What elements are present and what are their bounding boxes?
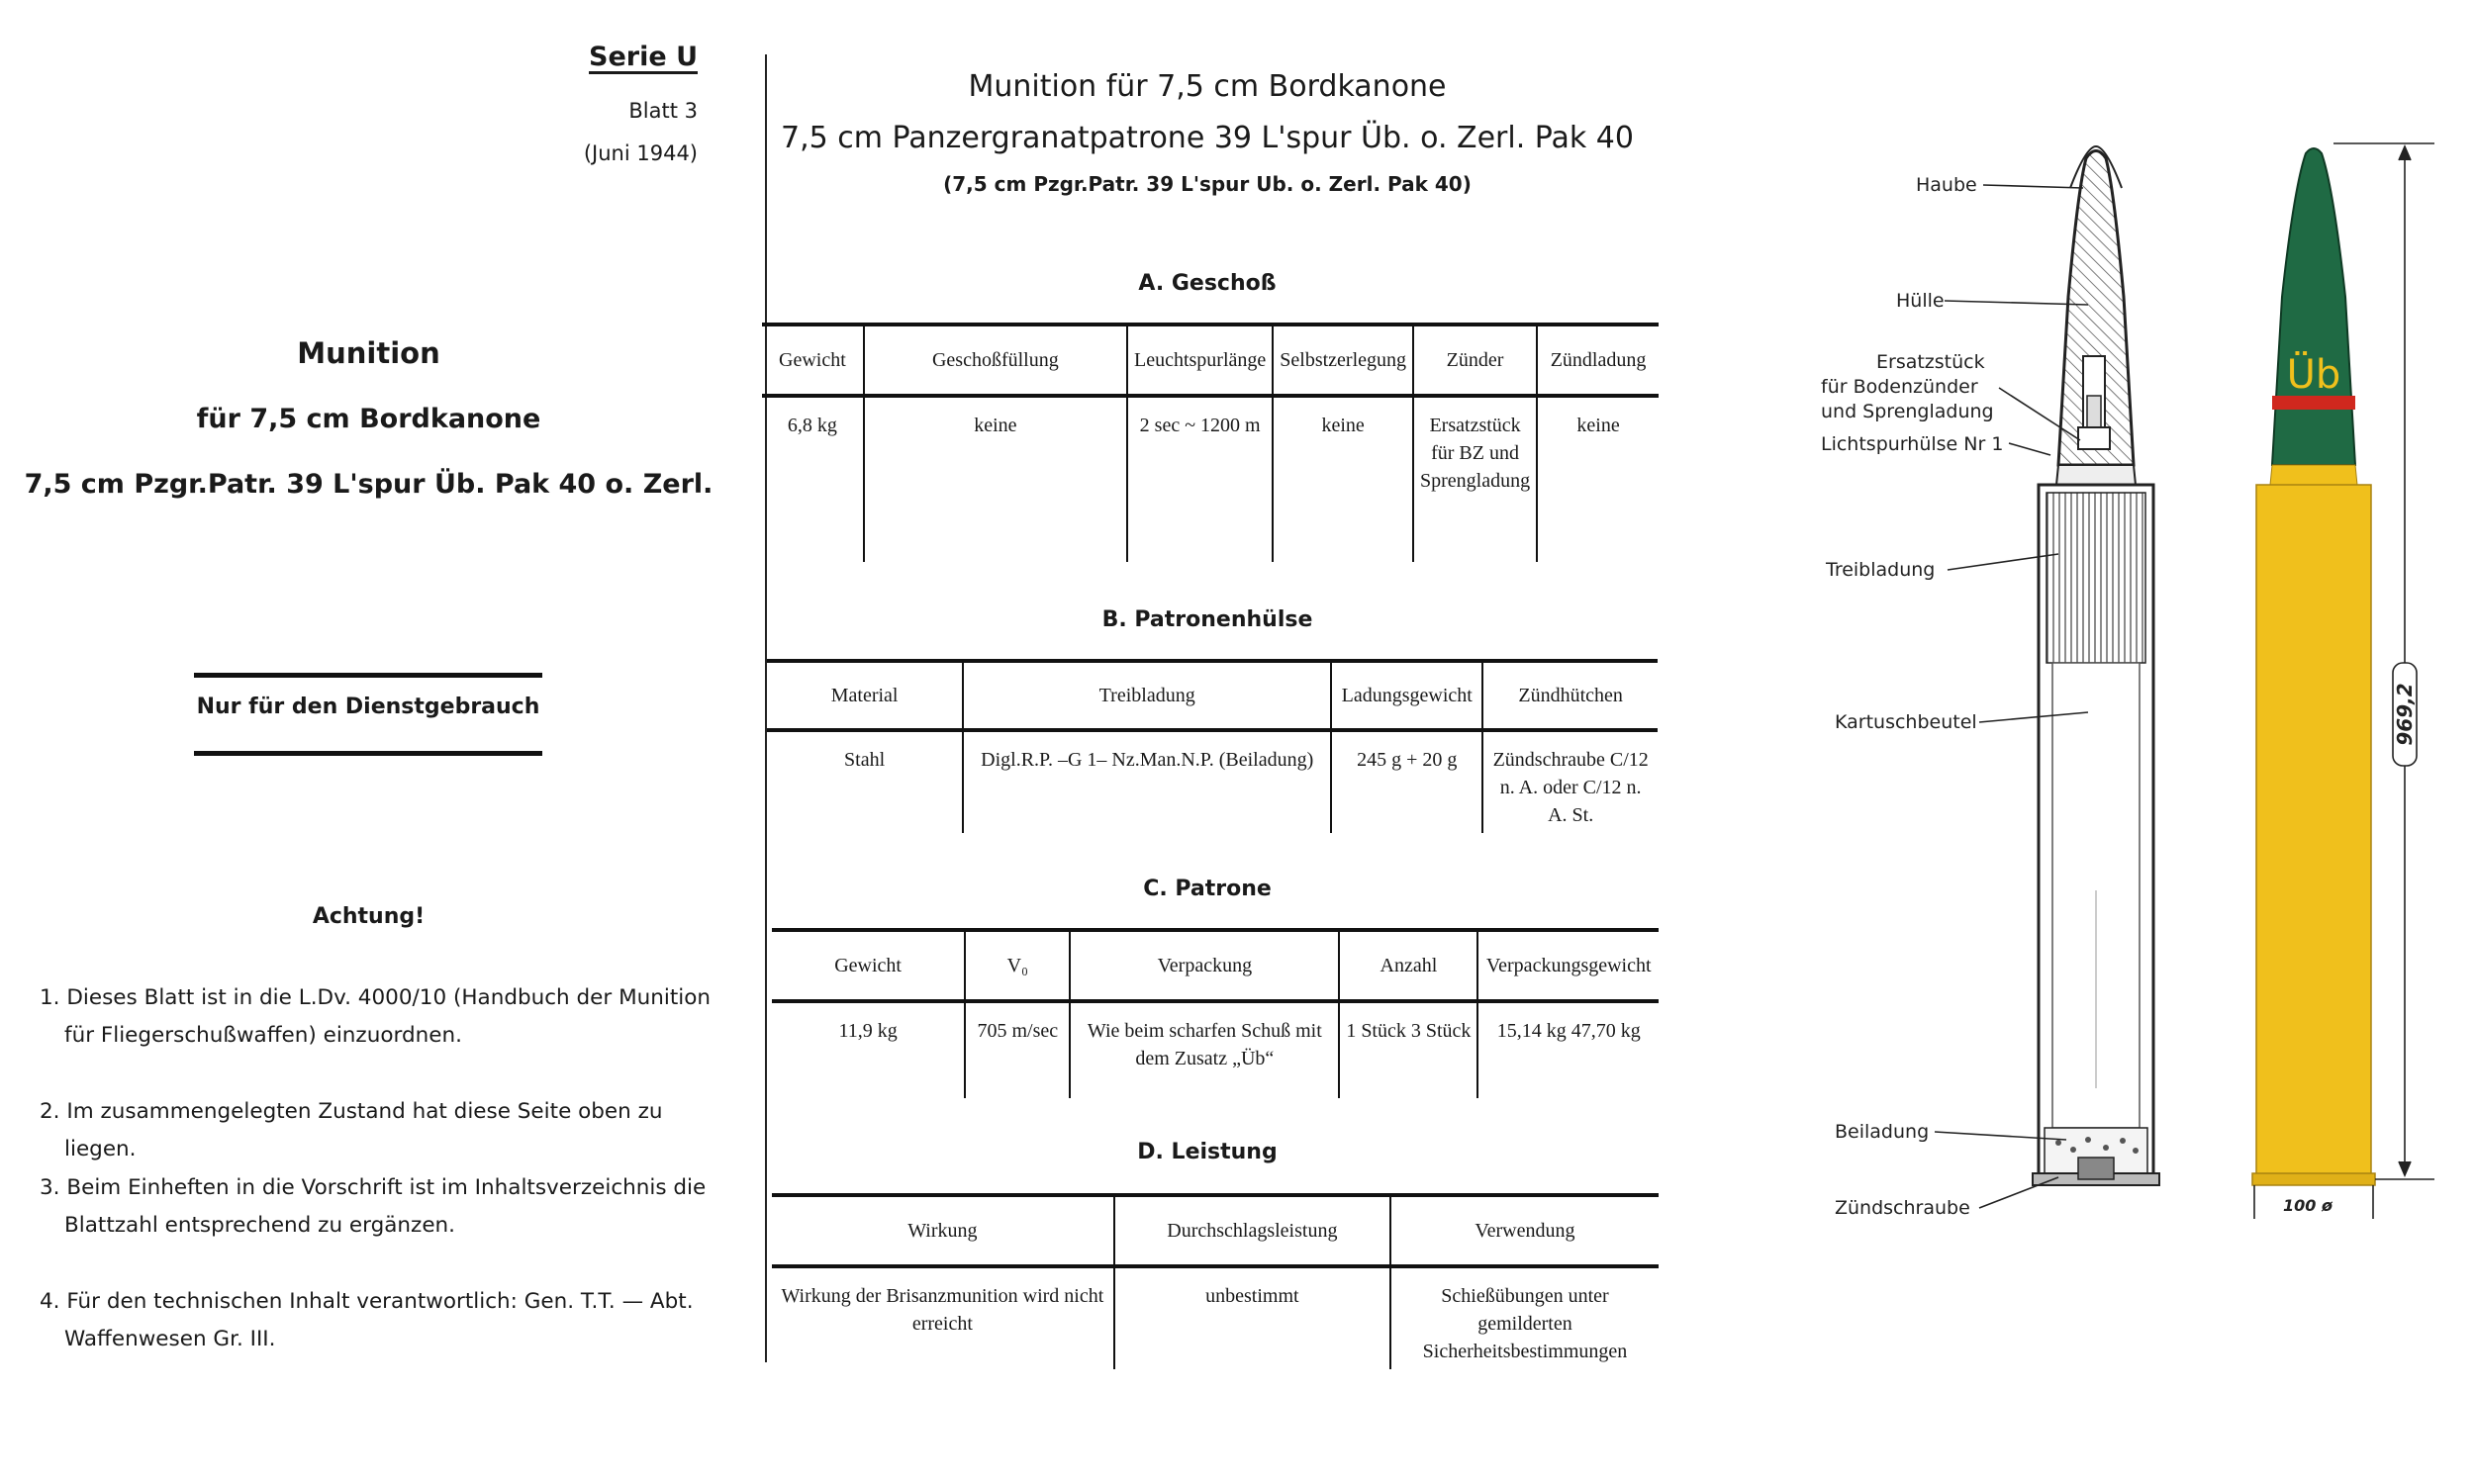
table-cell: keine <box>1273 396 1413 562</box>
table-cell: Wie beim scharfen Schuß mit dem Zusatz „Üb“ <box>1070 1001 1339 1098</box>
center-designation: (7,5 cm Pzgr.Patr. 39 L'spur Ub. o. Zerl. Pak 40) <box>943 172 1472 196</box>
table-cell: Zündschraube C/12 n. A. oder C/12 n. A. St. <box>1482 730 1658 833</box>
table-cell: 705 m/sec <box>965 1001 1070 1098</box>
center-title: Munition für 7,5 cm Bordkanone <box>968 69 1447 104</box>
table-header: Material <box>767 661 963 730</box>
label-ersatzstueck-3: und Sprengladung <box>1821 401 1994 422</box>
section-title-case: B. Patronenhülse <box>1101 607 1313 632</box>
table-header: Zünder <box>1413 325 1537 396</box>
table-header: Leuchtspurlänge <box>1127 325 1273 396</box>
table-header: Treibladung <box>963 661 1331 730</box>
restriction-notice: Nur für den Dienstgebrauch <box>196 695 540 719</box>
section-title-performance: D. Leistung <box>1137 1140 1278 1164</box>
table-header: Zündhütchen <box>1482 661 1658 730</box>
projectile-table <box>762 323 1659 562</box>
table-cell: keine <box>864 396 1127 562</box>
table-cell: Schießübungen unter gemilderten Sicherheitsbestimmungen <box>1390 1266 1659 1369</box>
table-header: Wirkung <box>772 1195 1114 1266</box>
table-cell: 15,14 kg 47,70 kg <box>1477 1001 1659 1098</box>
attention-heading: Achtung! <box>312 904 426 929</box>
label-ersatzstueck-2: für Bodenzünder <box>1821 376 1978 398</box>
doc-title-line-2: für 7,5 cm Bordkanone <box>196 404 541 434</box>
table-header: V₀ <box>965 930 1070 1001</box>
label-ersatzstueck-1: Ersatzstück <box>1876 351 1985 373</box>
note-item: 4. Für den technischen Inhalt verantwortlich: Gen. T.T. — Abt. Waffenwesen Gr. III. <box>40 1289 694 1351</box>
table-row <box>762 396 1659 562</box>
table-cell: 11,9 kg <box>838 1020 898 1042</box>
cartridge-table <box>772 928 1659 1098</box>
table-header: Gewicht <box>772 930 965 1001</box>
note-item: 3. Beim Einheften in die Vorschrift ist im Inhaltsverzeichnis die Blattzahl entsprechend zu ergänzen. <box>40 1175 707 1238</box>
table-row <box>772 1266 1659 1369</box>
exterior-view <box>2252 148 2375 1185</box>
note-item: 2. Im zusammengelegten Zustand hat diese Seite oben zu liegen. <box>40 1099 663 1161</box>
table-cell: 2 sec ~ 1200 m <box>1127 396 1273 562</box>
label-treibladung: Treibladung <box>1826 559 1936 581</box>
doc-title-line-1: Munition <box>297 336 440 370</box>
series-label: Serie U <box>589 42 698 72</box>
section-title-projectile: A. Geschoß <box>1138 271 1277 296</box>
table-header: Durchschlagsleistung <box>1114 1195 1390 1266</box>
label-huelle: Hülle <box>1896 290 1945 312</box>
section-title-cartridge: C. Patrone <box>1143 877 1272 901</box>
center-subtitle: 7,5 cm Panzergranatpatrone 39 L'spur Üb. o. Zerl. Pak 40 <box>781 121 1634 155</box>
table-cell: Wirkung der Brisanzmunition wird nicht erreicht <box>781 1285 1104 1335</box>
projectile-marking: Üb <box>2286 352 2341 398</box>
label-beiladung: Beiladung <box>1835 1121 1930 1143</box>
table-header: Selbstzerlegung <box>1273 325 1413 396</box>
length-dimension: 969,2 <box>2393 683 2417 746</box>
table-cell: 1 Stück 3 Stück <box>1339 1001 1477 1098</box>
table-cell: 6,8 kg <box>787 415 837 436</box>
table-header: Zündladung <box>1537 325 1659 396</box>
table-header: Geschoßfüllung <box>864 325 1127 396</box>
sheet-number: Blatt 3 <box>628 99 698 123</box>
table-cell: 245 g + 20 g <box>1331 730 1482 833</box>
cartridge-drawing <box>1682 0 2474 1484</box>
note-item: 1. Dieses Blatt ist in die L.Dv. 4000/10 (Handbuch der Munition für Fliegerschußwaffen) einzuordnen. <box>40 985 712 1048</box>
doc-title-line-3: 7,5 cm Pzgr.Patr. 39 L'spur Üb. Pak 40 o. Zerl. <box>24 469 714 500</box>
table-header: Gewicht <box>762 325 864 396</box>
table-row <box>772 1001 1659 1098</box>
table-row <box>767 730 1658 833</box>
table-cell: Ersatzstück für BZ und Sprengladung <box>1413 396 1537 562</box>
section-view <box>2033 146 2159 1185</box>
table-header: Verpackungsgewicht <box>1477 930 1659 1001</box>
diameter-dimension: 100 ø <box>2283 1196 2332 1215</box>
label-kartuschbeutel: Kartuschbeutel <box>1835 711 1977 733</box>
table-header: Ladungsgewicht <box>1331 661 1482 730</box>
case-table <box>767 659 1658 833</box>
label-zuendschraube: Zündschraube <box>1835 1197 1970 1219</box>
label-lichtspurhuelse: Lichtspurhülse Nr 1 <box>1821 433 2004 455</box>
table-cell: Stahl <box>844 749 886 771</box>
table-cell: unbestimmt <box>1114 1266 1390 1369</box>
table-cell: Digl.R.P. –G 1– Nz.Man.N.P. (Beiladung) <box>963 730 1331 833</box>
issue-date: (Juni 1944) <box>583 141 698 165</box>
table-header: Anzahl <box>1339 930 1477 1001</box>
table-cell: keine <box>1537 396 1659 562</box>
label-haube: Haube <box>1916 174 1977 196</box>
table-header: Verpackung <box>1070 930 1339 1001</box>
performance-table <box>772 1193 1659 1369</box>
table-header: Verwendung <box>1390 1195 1659 1266</box>
